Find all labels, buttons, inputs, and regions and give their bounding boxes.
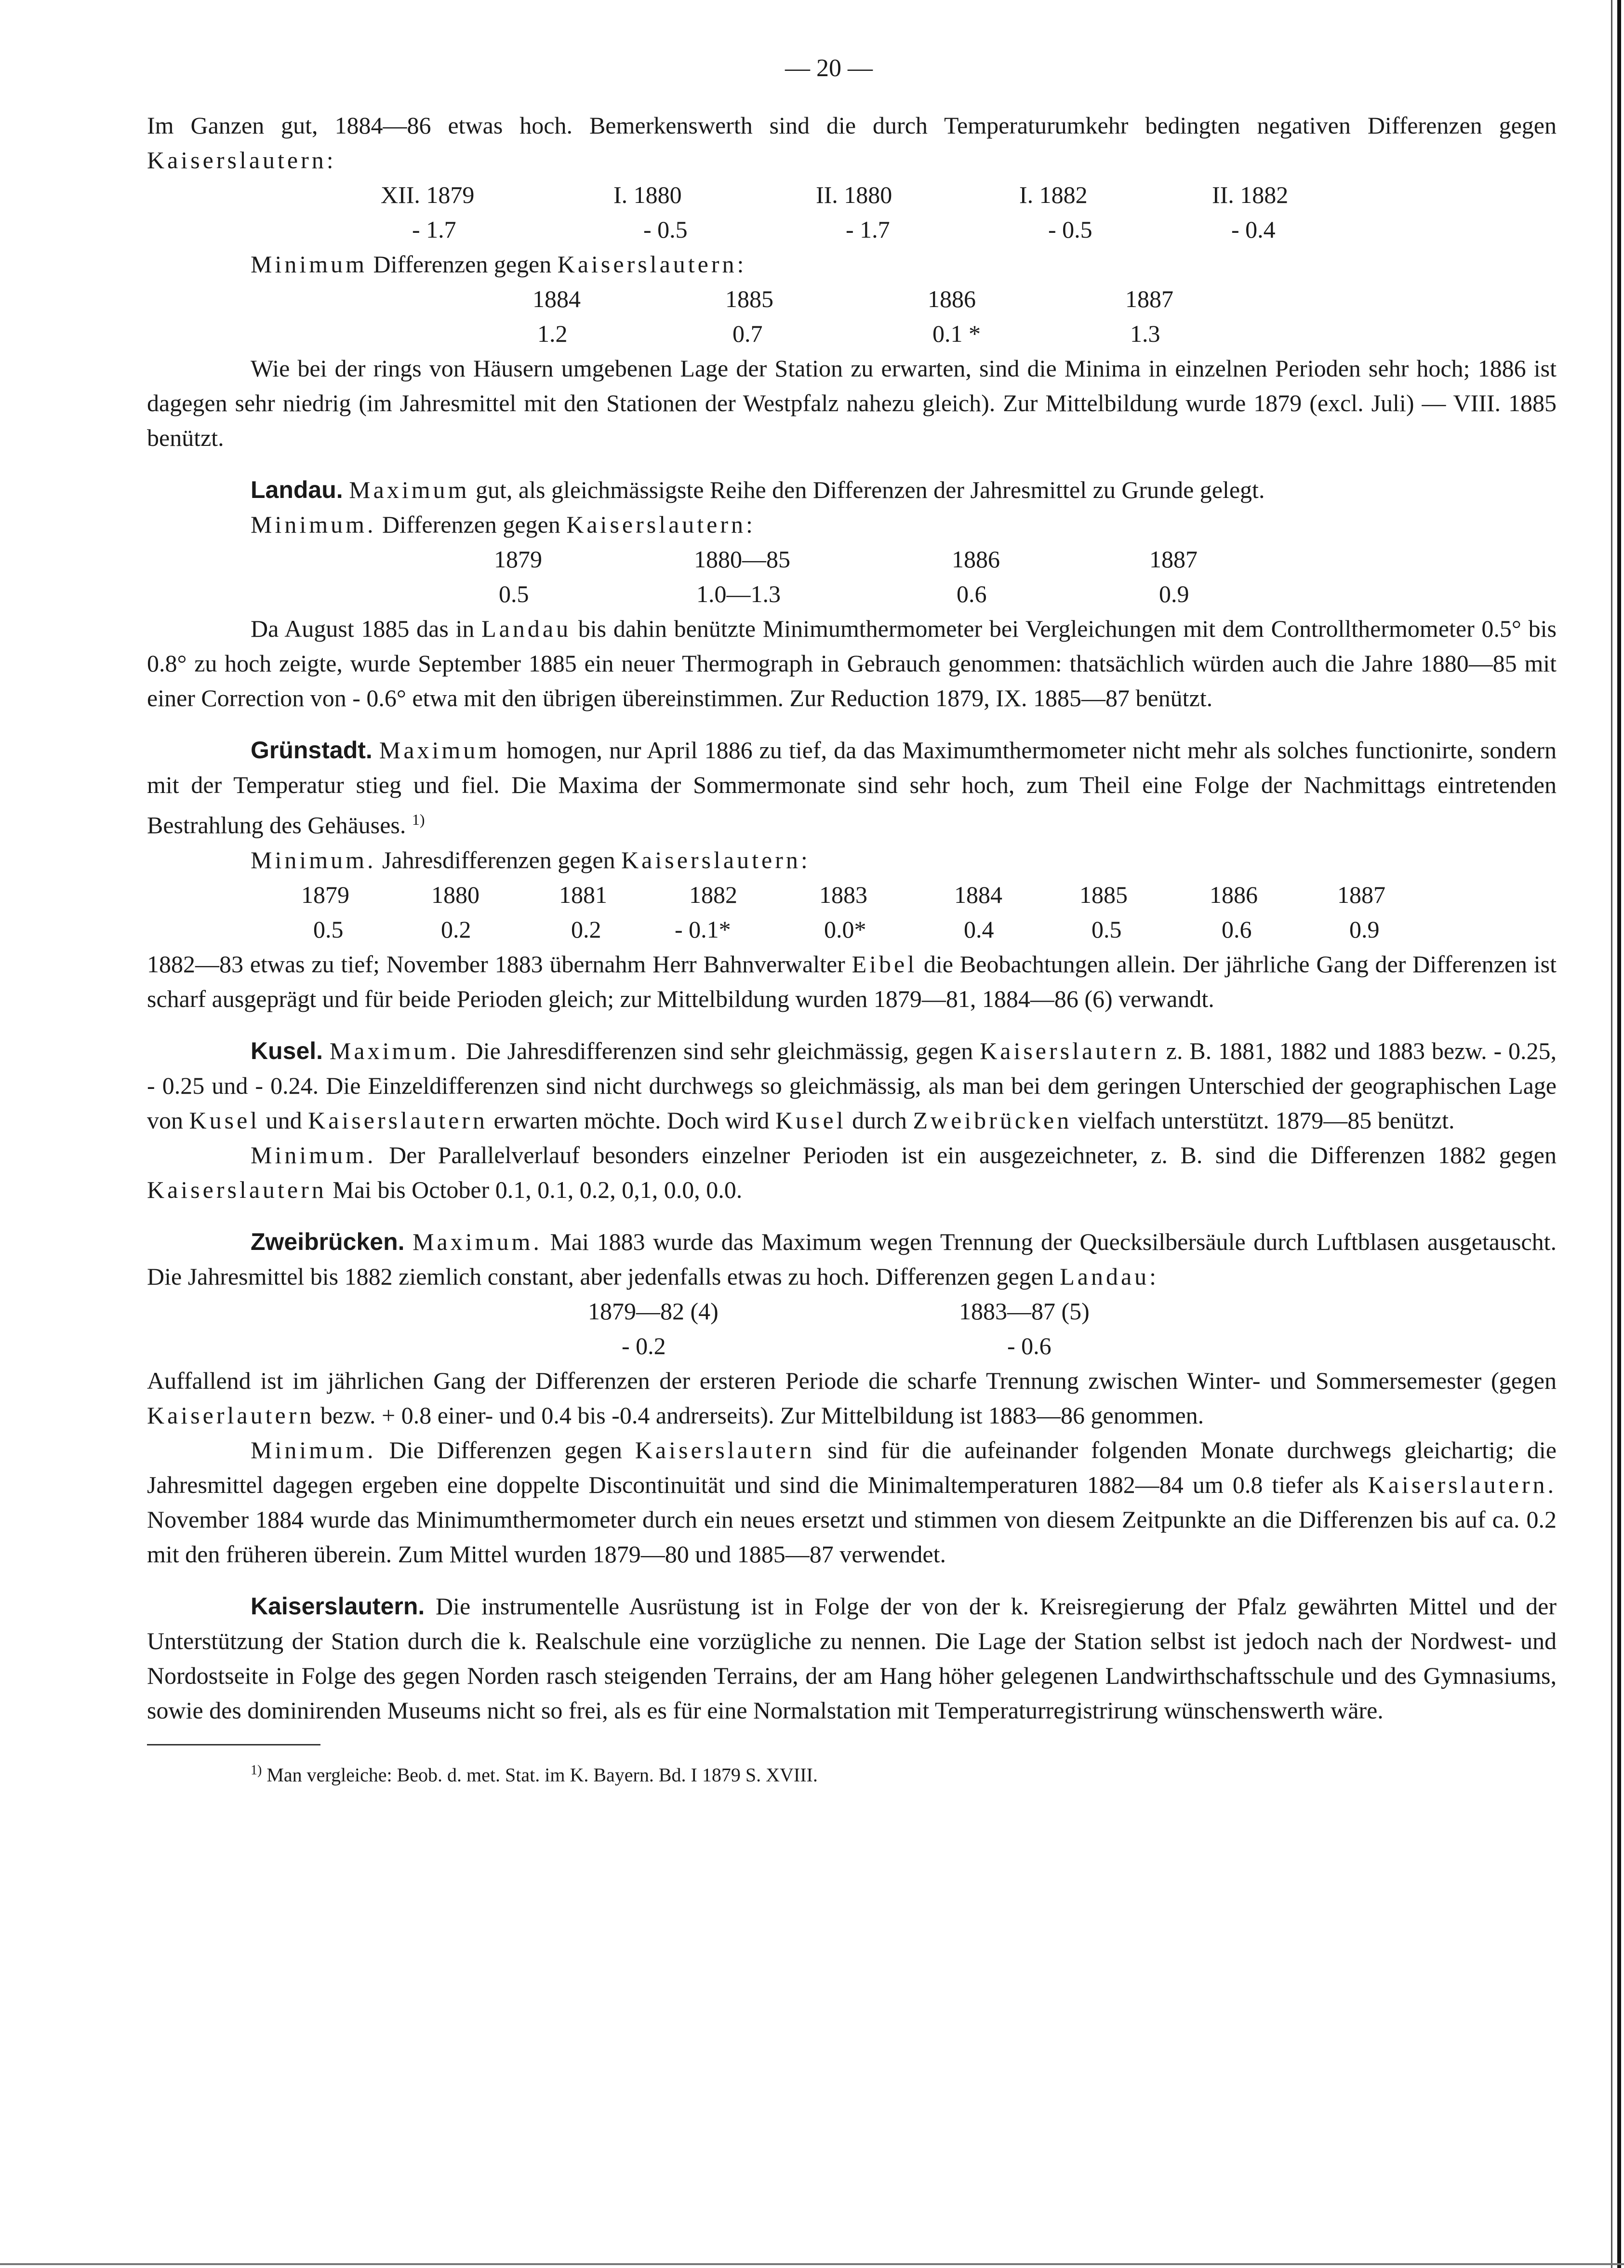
table-cell: 1.2: [537, 320, 568, 347]
section-zweibruecken: [147, 1224, 1557, 1294]
table-header: 1882: [689, 881, 737, 908]
gruenstadt-minimum-heading: [147, 843, 1557, 877]
paragraph-zweibruecken-notes: [147, 1363, 1557, 1433]
text: Da August 1885 das in: [251, 615, 482, 642]
table-cell: - 0.4: [1231, 216, 1276, 243]
landau-minimum-heading: [147, 507, 1557, 542]
table-header: 1885: [725, 285, 773, 312]
place-kaiserslautern: Kaiserslautern:: [621, 846, 811, 873]
table-header: II. 1882: [1212, 181, 1289, 208]
paragraph-intro: [147, 108, 1557, 177]
scan-edge-bottom: [0, 2263, 1624, 2265]
text: erwarten möchte. Doch wird: [487, 1106, 775, 1134]
paragraph-gruenstadt-notes: [147, 947, 1557, 1016]
table-cell: 0.6: [1222, 915, 1252, 943]
text: gut, als gleichmässigste Reihe den Differenzen der Jahresmittel zu Grunde gelegt.: [469, 476, 1265, 503]
table-cell: 0.2: [571, 915, 601, 943]
section-gruenstadt: [147, 733, 1557, 843]
place-landau: Landau:: [1060, 1262, 1159, 1290]
term-minimum: Minimum.: [251, 1141, 376, 1168]
text: Mai bis October 0.1, 0.1, 0.2, 0,1, 0.0, 0.0.: [326, 1176, 743, 1203]
scan-edge-right-inner: [1611, 0, 1612, 2268]
station-heading-kusel: Kusel.: [251, 1037, 323, 1064]
term-maximum: Maximum: [379, 737, 500, 764]
station-heading-landau: Landau.: [251, 476, 343, 503]
paragraph-minimum-heading: [147, 247, 1557, 282]
section-kaiserslautern: [147, 1589, 1557, 1728]
term-minimum: Minimum: [251, 251, 368, 278]
place-kaiserlautern: Kaiserlautern: [147, 1401, 315, 1429]
table-cell: 0.7: [732, 320, 763, 347]
table-header: 1883—87 (5): [959, 1297, 1090, 1325]
footnote-text: Man vergleiche: Beob. d. met. Stat. im K. Bayern. Bd. I 1879 S. XVIII.: [262, 1763, 818, 1785]
text: November 1884 wurde das Minimumthermometer durch ein neues ersetzt und stimmen von diesem Zeitpunkte an die Differenzen bis auf ca. 0.2 mit den früheren überein. Zum Mittel wurden 1879—80 und 1885—87 verwendet.: [147, 1505, 1557, 1568]
page-body: [147, 108, 1557, 1792]
station-heading-gruenstadt: Grünstadt.: [251, 737, 373, 764]
text: vielfach unterstützt. 1879—85 benützt.: [1072, 1106, 1455, 1134]
table-cell: 0.5: [499, 580, 529, 607]
table-cell: - 0.6: [1007, 1332, 1052, 1359]
text: Mai 1883 wurde das Maximum wegen Trennung der Quecksilbersäule durch Luftblasen ausgetauscht. Die Jahresmittel bis 1882 ziemlich constant, aber jedenfalls etwas zu hoch. Differenzen gegen: [147, 1228, 1557, 1290]
table-header: 1887: [1337, 881, 1385, 908]
station-heading-zweibruecken: Zweibrücken.: [251, 1228, 405, 1255]
place-kaiserslautern: Kaiserslautern:: [566, 511, 756, 538]
table-header: XII. 1879: [381, 181, 475, 208]
table-minimum-differences: [147, 282, 1557, 351]
text: die Beobachtungen allein. Der jährliche Gang der Differenzen ist scharf ausgeprägt und für beide Perioden gleich; zur Mittelbildung wurden 1879—81, 1884—86 (6) verwandt.: [147, 950, 1557, 1012]
place-kaiserslautern: Kaiserslautern.: [1368, 1471, 1557, 1498]
kusel-minimum: [147, 1138, 1557, 1207]
table-cell: 1.0—1.3: [696, 580, 781, 607]
text: Differenzen gegen: [367, 251, 558, 278]
table-cell: 0.2: [441, 915, 471, 943]
term-maximum: Maximum: [349, 476, 470, 503]
place-kaiserslautern: Kaiserslautern: [635, 1436, 815, 1463]
zweibruecken-minimum: [147, 1433, 1557, 1571]
table-zweibruecken-differences: [147, 1294, 1557, 1363]
scan-edge-right: [1617, 0, 1621, 2268]
table-cell: - 1.7: [846, 216, 890, 243]
term-minimum: Minimum.: [251, 846, 376, 873]
intro-text: negativen Differenzen gegen: [1257, 112, 1557, 139]
table-header: I. 1880: [613, 181, 682, 208]
table-cell: 0.6: [957, 580, 987, 607]
place-kaiserslautern: Kaiserslautern: [980, 1037, 1159, 1064]
table-cell: - 0.5: [1048, 216, 1092, 243]
table-header: 1887: [1149, 546, 1198, 573]
section-landau: [147, 472, 1557, 507]
place-kaiserslautern: Kaiserslautern:: [147, 147, 336, 174]
station-heading-kaiserslautern: Kaiserslautern.: [251, 1592, 425, 1620]
footnote-separator: [147, 1744, 320, 1745]
table-header: 1886: [952, 546, 1000, 573]
table-cell: 0.5: [313, 915, 344, 943]
text: bezw. + 0.8 einer- und 0.4 bis -0.4 andrerseits). Zur Mittelbildung ist 1883—86 genommen.: [314, 1401, 1204, 1429]
paragraph-minima-explanation: Wie bei der rings von Häusern umgebenen Lage der Station zu erwarten, sind die Minima in einzelnen Perioden sehr hoch; 1886 ist dagegen sehr niedrig (im Jahresmittel mit den Stationen der Westpfalz nahezu gleich). Zur Mittelbildung wurde 1879 (excl. Juli) — VIII. 1885 benützt.: [147, 355, 1557, 451]
text: Die instrumentelle Ausrüstung ist in Folge der von der k. Kreisregierung der Pfalz gewährten Mittel und der Unterstützung der Station durch die k. Realschule eine vorzügliche zu nennen. Die Lage der Station selbst ist jedoch nach der Nordwest- und Nordostseite in Folge des gegen Norden rasch steigenden Terrains, der am Hang höher gelegenen Landwirthschaftsschule und des Gymnasiums, sowie des dominirenden Museums nicht so frei, als es für eine Normalstation mit Temperaturregistrirung wünschenswerth wäre.: [147, 1592, 1557, 1724]
table-header: 1884: [532, 285, 581, 312]
term-minimum: Minimum.: [251, 1436, 376, 1463]
place-kaiserslautern: Kaiserslautern: [308, 1106, 488, 1134]
table-header: II. 1880: [816, 181, 892, 208]
text: [343, 476, 349, 503]
term-maximum: Maximum.: [413, 1228, 542, 1255]
table-negative-differences: [147, 177, 1557, 247]
text: Jahresdifferenzen gegen: [376, 846, 622, 873]
place-kusel: Kusel: [775, 1106, 846, 1134]
page-number: — 20 —: [785, 54, 873, 82]
place-landau: Landau: [481, 615, 572, 642]
text: Auffallend ist im jährlichen Gang der Differenzen der ersteren Periode die scharfe Trennung zwischen Winter- und Sommersemester (gegen: [147, 1367, 1557, 1394]
text: Differenzen gegen: [376, 511, 567, 538]
text: Die Jahresdifferenzen sind sehr gleichmässig, gegen: [459, 1037, 980, 1064]
paragraph-landau-thermometer: [147, 611, 1557, 715]
table-header: 1881: [559, 881, 607, 908]
table-cell: 0.9: [1349, 915, 1380, 943]
table-cell: 0.9: [1159, 580, 1189, 607]
text: bis dahin benützte Minimumthermometer bei Vergleichungen mit dem Controllthermometer 0.5° bis 0.8° zu hoch zeigte, wurde September 1885 ein neuer Thermograph in Gebrauch genommen: thatsächlich würden auch die Jahre 1880—85 mit einer Correction von - 0.6° etwa mit den übrigen übereinstimmen. Zur Reduction 1879, IX. 1885—87 benützt.: [147, 615, 1557, 711]
table-header: 1879: [494, 546, 542, 573]
table-header: 1879—82 (4): [588, 1297, 719, 1325]
table-header: 1884: [954, 881, 1002, 908]
table-cell: 0.0*: [824, 915, 866, 943]
table-header: 1880—85: [694, 546, 790, 573]
table-header: 1887: [1125, 285, 1173, 312]
table-header: 1886: [928, 285, 976, 312]
table-cell: - 0.2: [622, 1332, 666, 1359]
table-header: 1879: [301, 881, 349, 908]
footnote-reference: 1): [412, 811, 425, 828]
place-kaiserslautern: Kaiserslautern:: [557, 251, 747, 278]
text: und: [260, 1106, 308, 1134]
table-header: 1886: [1210, 881, 1258, 908]
footnote: [251, 1753, 1557, 1792]
term-maximum: Maximum.: [329, 1037, 459, 1064]
table-header: 1883: [819, 881, 867, 908]
table-header: I. 1882: [1019, 181, 1088, 208]
table-header: 1885: [1079, 881, 1128, 908]
table-cell: - 0.1*: [675, 915, 731, 943]
table-gruenstadt-differences: [147, 877, 1557, 947]
table-cell: 1.3: [1130, 320, 1160, 347]
term-minimum: Minimum.: [251, 511, 376, 538]
table-cell: 0.4: [964, 915, 994, 943]
place-kaiserslautern: Kaiserslautern: [147, 1176, 327, 1203]
table-cell: 0.5: [1092, 915, 1122, 943]
table-cell: - 0.5: [643, 216, 688, 243]
person-eibel: Eibel: [852, 950, 918, 978]
text: 1882—83 etwas zu tief; November 1883 übernahm Herr Bahnverwalter: [147, 950, 852, 978]
place-kusel: Kusel: [189, 1106, 260, 1134]
place-zweibruecken: Zweibrücken: [913, 1106, 1072, 1134]
text: Die Differenzen gegen: [376, 1436, 635, 1463]
table-header: 1880: [431, 881, 479, 908]
text: z. B. 1881, 1882 und 1883 bezw. - 0.25, - 0.25 und - 0.24. Die Einzeldifferenzen sind nicht durchwegs so gleichmässig, als man bei dem geringen Unterschied der geographischen Lage von: [147, 1037, 1557, 1134]
text: sind für die aufeinander folgenden Monate durchwegs gleichartig; die Jahresmittel dagegen ergeben eine doppelte Discontinuität und sind die Minimaltemperaturen 1882—84 um 0.8 tiefer als: [147, 1436, 1557, 1498]
text: durch: [846, 1106, 913, 1134]
section-kusel: [147, 1033, 1557, 1138]
table-cell: 0.1 *: [932, 320, 981, 347]
intro-line: Im Ganzen gut, 1884—86 etwas hoch. Bemerkenswerth sind die durch Temperaturumkehr bedingten: [147, 112, 1240, 139]
text: homogen, nur April 1886 zu tief, da das Maximumthermometer nicht mehr als solches functionirte, sondern mit der Temperatur stieg und fiel. Die Maxima der Sommermonate sind sehr hoch, zum Theil eine Folge der Nachmittags eintretenden Bestrahlung des Gehäuses.: [147, 737, 1557, 839]
table-landau-differences: [147, 542, 1557, 611]
footnote-mark: 1): [251, 1762, 262, 1778]
table-cell: - 1.7: [412, 216, 456, 243]
text: Der Parallelverlauf besonders einzelner Perioden ist ein ausgezeichneter, z. B. sind die Differenzen 1882 gegen: [376, 1141, 1557, 1168]
